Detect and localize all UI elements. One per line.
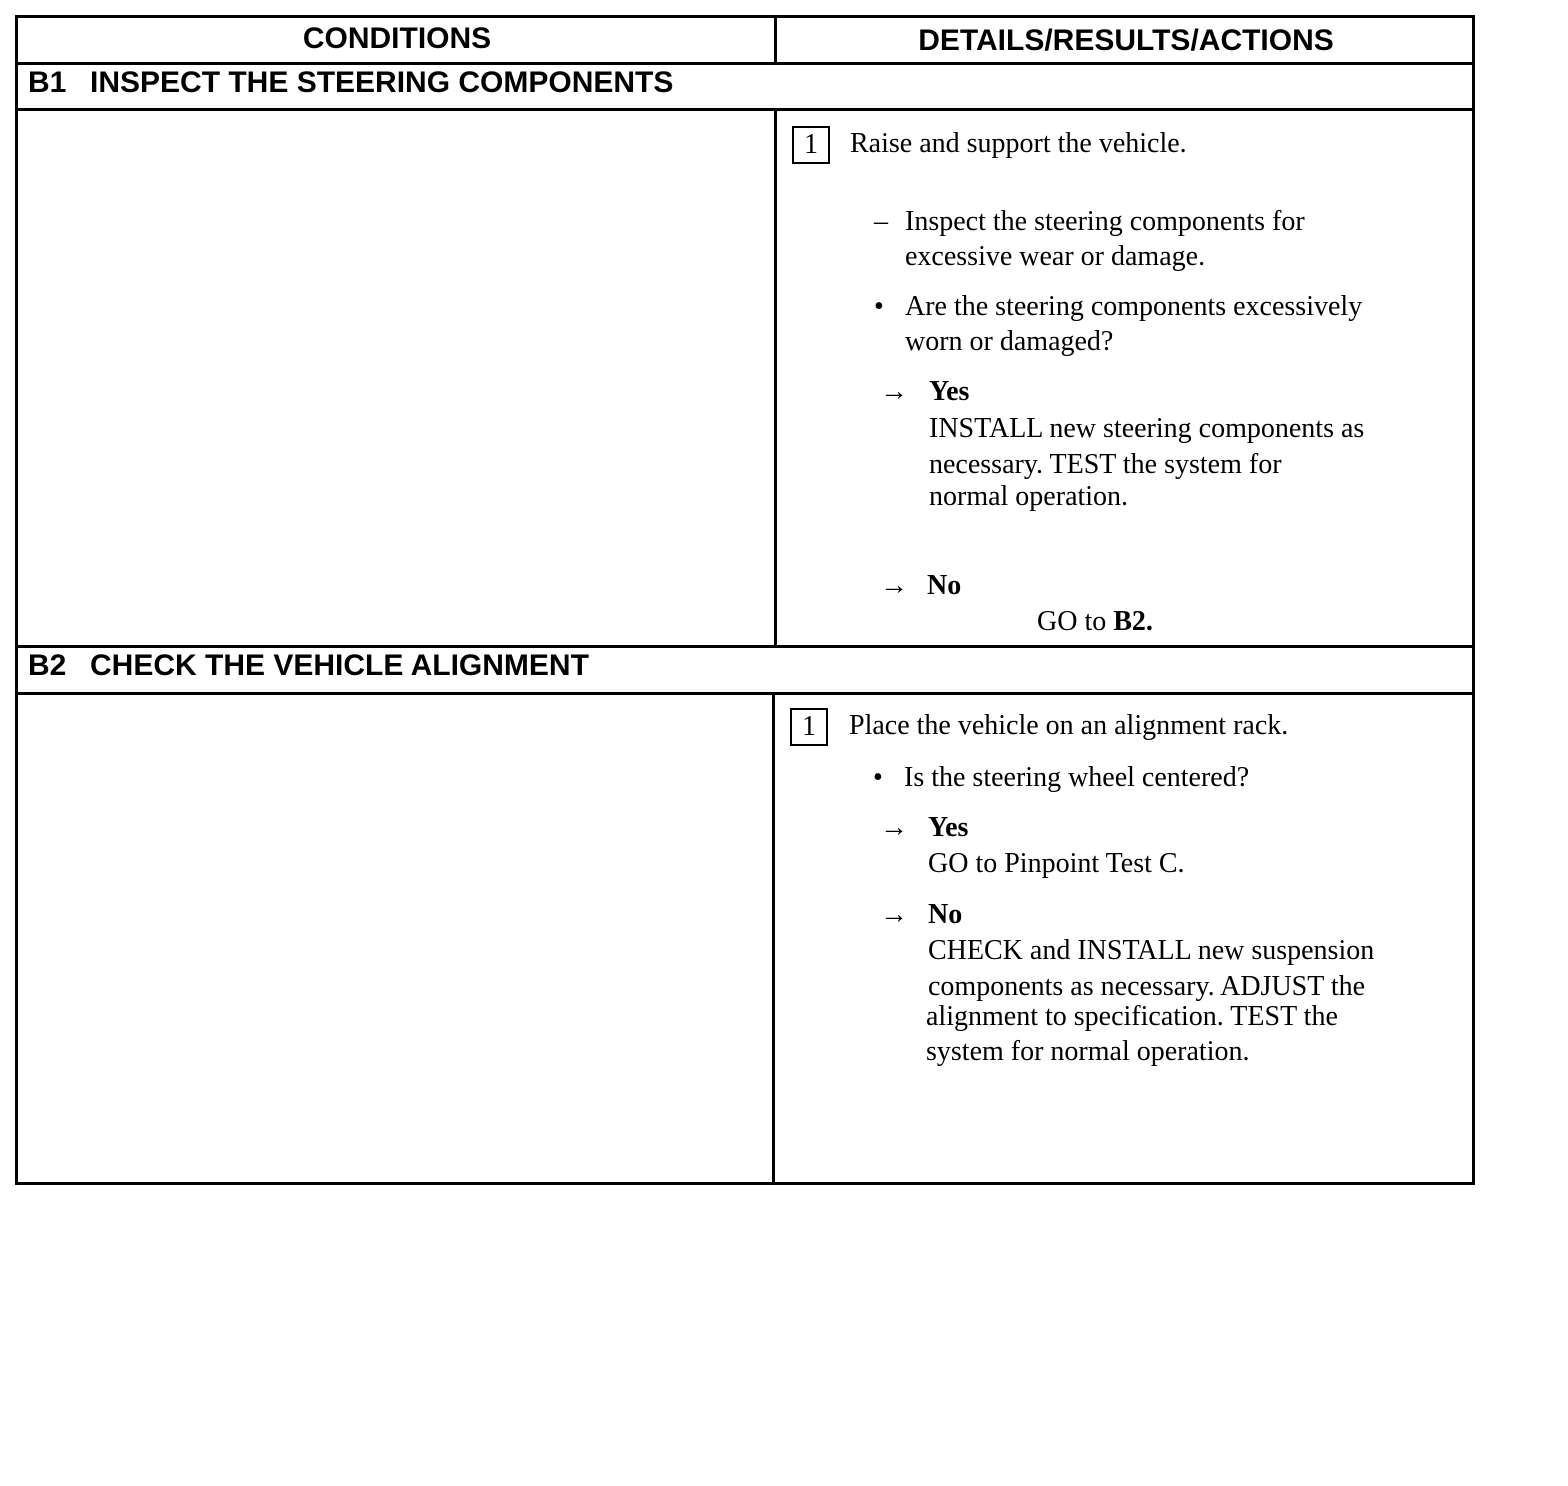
section-b2-no-line-2: components as necessary. ADJUST the [928,971,1366,1002]
section-b1-question-line-1: Are the steering components excessively [905,291,1363,322]
section-b2-no-line-1: CHECK and INSTALL new suspension [928,935,1375,966]
section-b1-question-line-2: worn or damaged? [905,326,1114,357]
section-b2-no-line-3: alignment to specification. TEST the [926,1001,1338,1032]
column-divider-b2 [772,692,775,1182]
section-b1-no-action-target: B2. [1113,606,1153,637]
section-b2-question-line-1: Is the steering wheel centered? [904,762,1250,793]
section-b1-dash-line-1: Inspect the steering components for [905,206,1305,237]
section-b2-yes-line-1: GO to Pinpoint Test C. [928,848,1185,879]
section-b2-step-number: 1 [790,708,828,746]
diagnostic-table [15,15,1475,1185]
section-b1-yes-line-2: necessary. TEST the system for [929,449,1282,480]
column-divider-header [774,18,777,62]
section-b1-step-number: 1 [792,126,830,164]
column-divider-b1 [774,108,777,645]
details-header: DETAILS/RESULTS/ACTIONS [918,24,1334,57]
section-b2-top-divider [18,645,1472,648]
section-b2-heading: CHECK THE VEHICLE ALIGNMENT [90,649,589,682]
section-b2-no-label: No [928,899,963,930]
section-b1-code: B1 [28,66,67,99]
section-b2-step-text: Place the vehicle on an alignment rack. [849,710,1289,741]
section-b1-no-action-prefix: GO to [1037,606,1114,637]
section-b1-yes-line-1: INSTALL new steering components as [929,413,1365,444]
section-b1-yes-label: Yes [929,376,970,407]
section-b1-heading: INSPECT THE STEERING COMPONENTS [90,66,674,99]
section-b1-dash-line-2: excessive wear or damage. [905,241,1206,272]
section-b2-code: B2 [28,649,67,682]
section-b2-title [28,649,589,683]
section-b1-step-text: Raise and support the vehicle. [850,128,1187,159]
section-b2-yes-label: Yes [928,812,969,843]
section-b1-no-label: No [927,570,962,601]
section-b1-title [28,66,673,100]
section-b2-bullet: • [873,762,883,793]
section-b2-no-arrow: → [880,899,908,930]
section-b2-title-divider [18,692,1472,695]
section-b1-no-arrow: → [880,570,908,601]
section-b2-yes-arrow: → [880,812,908,843]
section-b1-dash: – [874,206,888,237]
section-b1-bullet: • [874,291,884,322]
section-b1-no-action [1037,604,1153,639]
section-b1-yes-line-3: normal operation. [929,481,1129,512]
section-b1-yes-arrow: → [880,376,908,407]
header-divider [18,62,1472,65]
section-b1-title-divider [18,108,1472,111]
section-b2-no-line-4: system for normal operation. [926,1036,1250,1067]
conditions-header: CONDITIONS [302,22,492,55]
